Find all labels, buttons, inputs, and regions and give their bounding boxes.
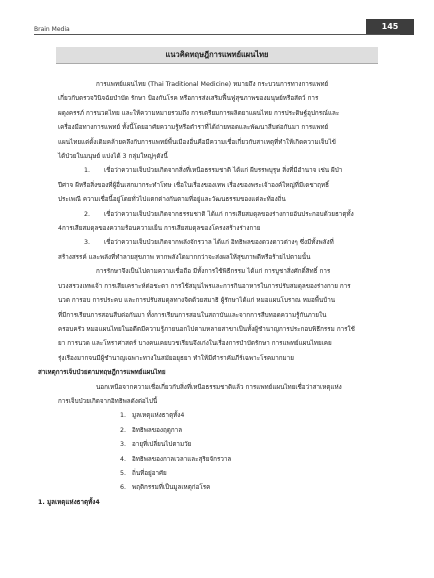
text-line: ครอบครัว หมอแผนไทยในอดีตมีความรู้ภายนอกไปตามหลายสาขาเป็นทั้งผู้ชำนาญการประกอบพิธีกรรม การใช้ xyxy=(58,325,355,333)
causes-heading: สาเหตุการเจ็บป่วยตามทฤษฎีการแพทย์แผนไทย xyxy=(38,369,166,377)
text-line: แผนไทยแต่ดั้งเดิมคล้ายคลึงกับการแพทย์พื้นเมืองอื่นคือมีความเชื่อเกี่ยวกับสาเหตุที่ทำให้เกิดความเจ็บไข้ xyxy=(58,138,336,146)
text-line: ยา การนวด และโหราศาสตร์ บางคนเคยบวชเรียนจึงเก่งในเรื่องการบำบัดรักษา การแพทย์แผนไทยเคย xyxy=(58,340,332,348)
belief-number: 2. xyxy=(84,210,91,218)
text-line: นวด การอบ การประคบ และการปรับสมดุลทางจิตด้วยสมาธิ ผู้รักษาได้แก่ หมอแผนโบราณ หมอพื้นบ้าน xyxy=(58,297,336,305)
text-line: เชื่อว่าความเจ็บป่วยเกิดจากธรรมชาติ ได้แก่ การเสียสมดุลของร่างกายอันประกอบด้วยธาตุทั้ง xyxy=(104,210,354,218)
belief-item xyxy=(58,236,400,265)
text-line: รุ่งเรืองมากจนมีผู้ชำนาญเฉพาะทางในสมัยอยุธยา ทำให้มีตำราคัมภีร์เฉพาะโรคมากมาย xyxy=(58,354,294,362)
header-divider xyxy=(34,34,400,35)
document-body xyxy=(38,78,400,510)
text-line: เกี่ยวกับตรวจวินิจฉัยบำบัด รักษา ป้องกันโรค หรือการส่งเสริมฟื้นฟูสุขภาพของมนุษย์หรือสัตว์ การ xyxy=(58,95,319,103)
list-item: 2. อิทธิพลของฤดูกาล xyxy=(120,426,183,434)
treatment-paragraph xyxy=(58,265,400,366)
text-line: นอกเหนือจากความเชื่อเกี่ยวกับสิ่งที่เหนือธรรมชาติแล้ว การแพทย์แผนไทยเชื่อว่าสาเหตุแห่ง xyxy=(96,383,342,391)
text-line: เชื่อว่าความเจ็บป่วยเกิดจากพลังจักรวาล ได้แก่ อิทธิพลของดวงดาวต่างๆ ซึ่งมีทั้งพลังที่ xyxy=(104,239,334,247)
text-line: การเจ็บป่วยเกิดจากอิทธิพลดังต่อไปนี้ xyxy=(58,397,158,405)
page-number-badge: 145 xyxy=(366,19,414,35)
list-item: 4. อิทธิพลของกาลเวลาและสุริยจักรวาล xyxy=(120,455,232,463)
text-line: สร้างสรรค์ และพลังที่ทำลายสุขภาพ หากพลังใดมากกว่าจะส่งผลให้สุขภาพดีหรือร้ายไปตามนั้น xyxy=(58,253,311,261)
text-line: เชื่อว่าความเจ็บป่วยเกิดจากสิ่งที่เหนือธรรมชาติ ได้แก่ ผีบรรพบุรุษ สิ่งที่มีอำนาจ เช่น ผีป่า xyxy=(104,167,343,175)
causes-list xyxy=(58,409,400,495)
brand-label: Brain Media xyxy=(34,26,70,33)
text-line: การแพทย์แผนไทย (Thai Traditional Medicine) หมายถึง กระบวนการทางการแพทย์ xyxy=(96,81,329,88)
text-line: ผดุงครรภ์ การนวดไทย และให้ความหมายรวมถึง การเตรียมการผลิตยาแผนไทย การประดิษฐ์อุปกรณ์และ xyxy=(58,109,340,117)
text-line: การรักษาจึงเป็นไปตามความเชื่อถือ มีทั้งการใช้พิธีกรรม ได้แก่ การบูชาสิ่งศักดิ์สิทธิ์ การ xyxy=(96,268,331,276)
belief-item xyxy=(58,208,400,237)
belief-item xyxy=(58,164,400,207)
section-title-bar xyxy=(56,47,378,64)
belief-number: 1. xyxy=(84,167,91,175)
text-line: 4การเสียสมดุลของความร้อนความเย็น การเสียสมดุลของโครงสร้างร่างกาย xyxy=(58,225,261,233)
causes-intro xyxy=(58,381,400,410)
list-item: 3. อายุที่เปลี่ยนไปตามวัย xyxy=(120,441,192,449)
list-item: 6. พฤติกรรมที่เป็นมูลเหตุก่อโรค xyxy=(120,484,211,492)
subsection-heading: 1. มูลเหตุแห่งธาตุทั้ง4 xyxy=(38,498,100,506)
text-line: เครื่องมือทางการแพทย์ ทั้งนี้โดยอาศัยความรู้หรือตำราที่ได้ถ่ายทอดและพัฒนาสืบต่อกันมา การแพทย์ xyxy=(58,124,329,132)
section-title: แนวคิดทฤษฎีการแพทย์แผนไทย xyxy=(165,50,269,59)
intro-paragraph xyxy=(58,78,400,164)
text-line: ประเพณี ความเชื่อนี้อยู่โดยทั่วไปแตกต่างกันตามที่อยู่และวัฒนธรรมของแต่ละท้องถิ่น xyxy=(58,196,286,204)
list-item: 5. ถิ่นที่อยู่อาศัย xyxy=(120,469,167,477)
text-line: บวงสรวงเทพเจ้า การเสียเคราะห์ต่อชะตา การใช้สมุนไพรและการกินอาหารในการปรับสมดุลของร่างกาย การ xyxy=(58,282,351,290)
text-line: ที่มีการเรียนการสอนสืบต่อกันมา ทั้งการเรียนการสอนในสถาบันและจากการสืบทอดความรู้กันภายใน xyxy=(58,311,327,319)
list-item: 1. มูลเหตุแห่งธาตุทั้ง4 xyxy=(120,412,185,420)
text-line: ปีศาจ ผีหรือสิ่งของที่ผู้อื่นเสกมากระทำโทษ เชื่อในเรื่องของเทพ เรื่องของพระเจ้าองค์ใหญ่ที่มีเดชาฤทธิ์ xyxy=(58,181,329,189)
belief-number: 3. xyxy=(84,239,91,247)
text-line: ได้ป่วยในมนุษย์ แบ่งได้ 3 กลุ่มใหญ่ๆดังนี้ xyxy=(58,153,168,161)
